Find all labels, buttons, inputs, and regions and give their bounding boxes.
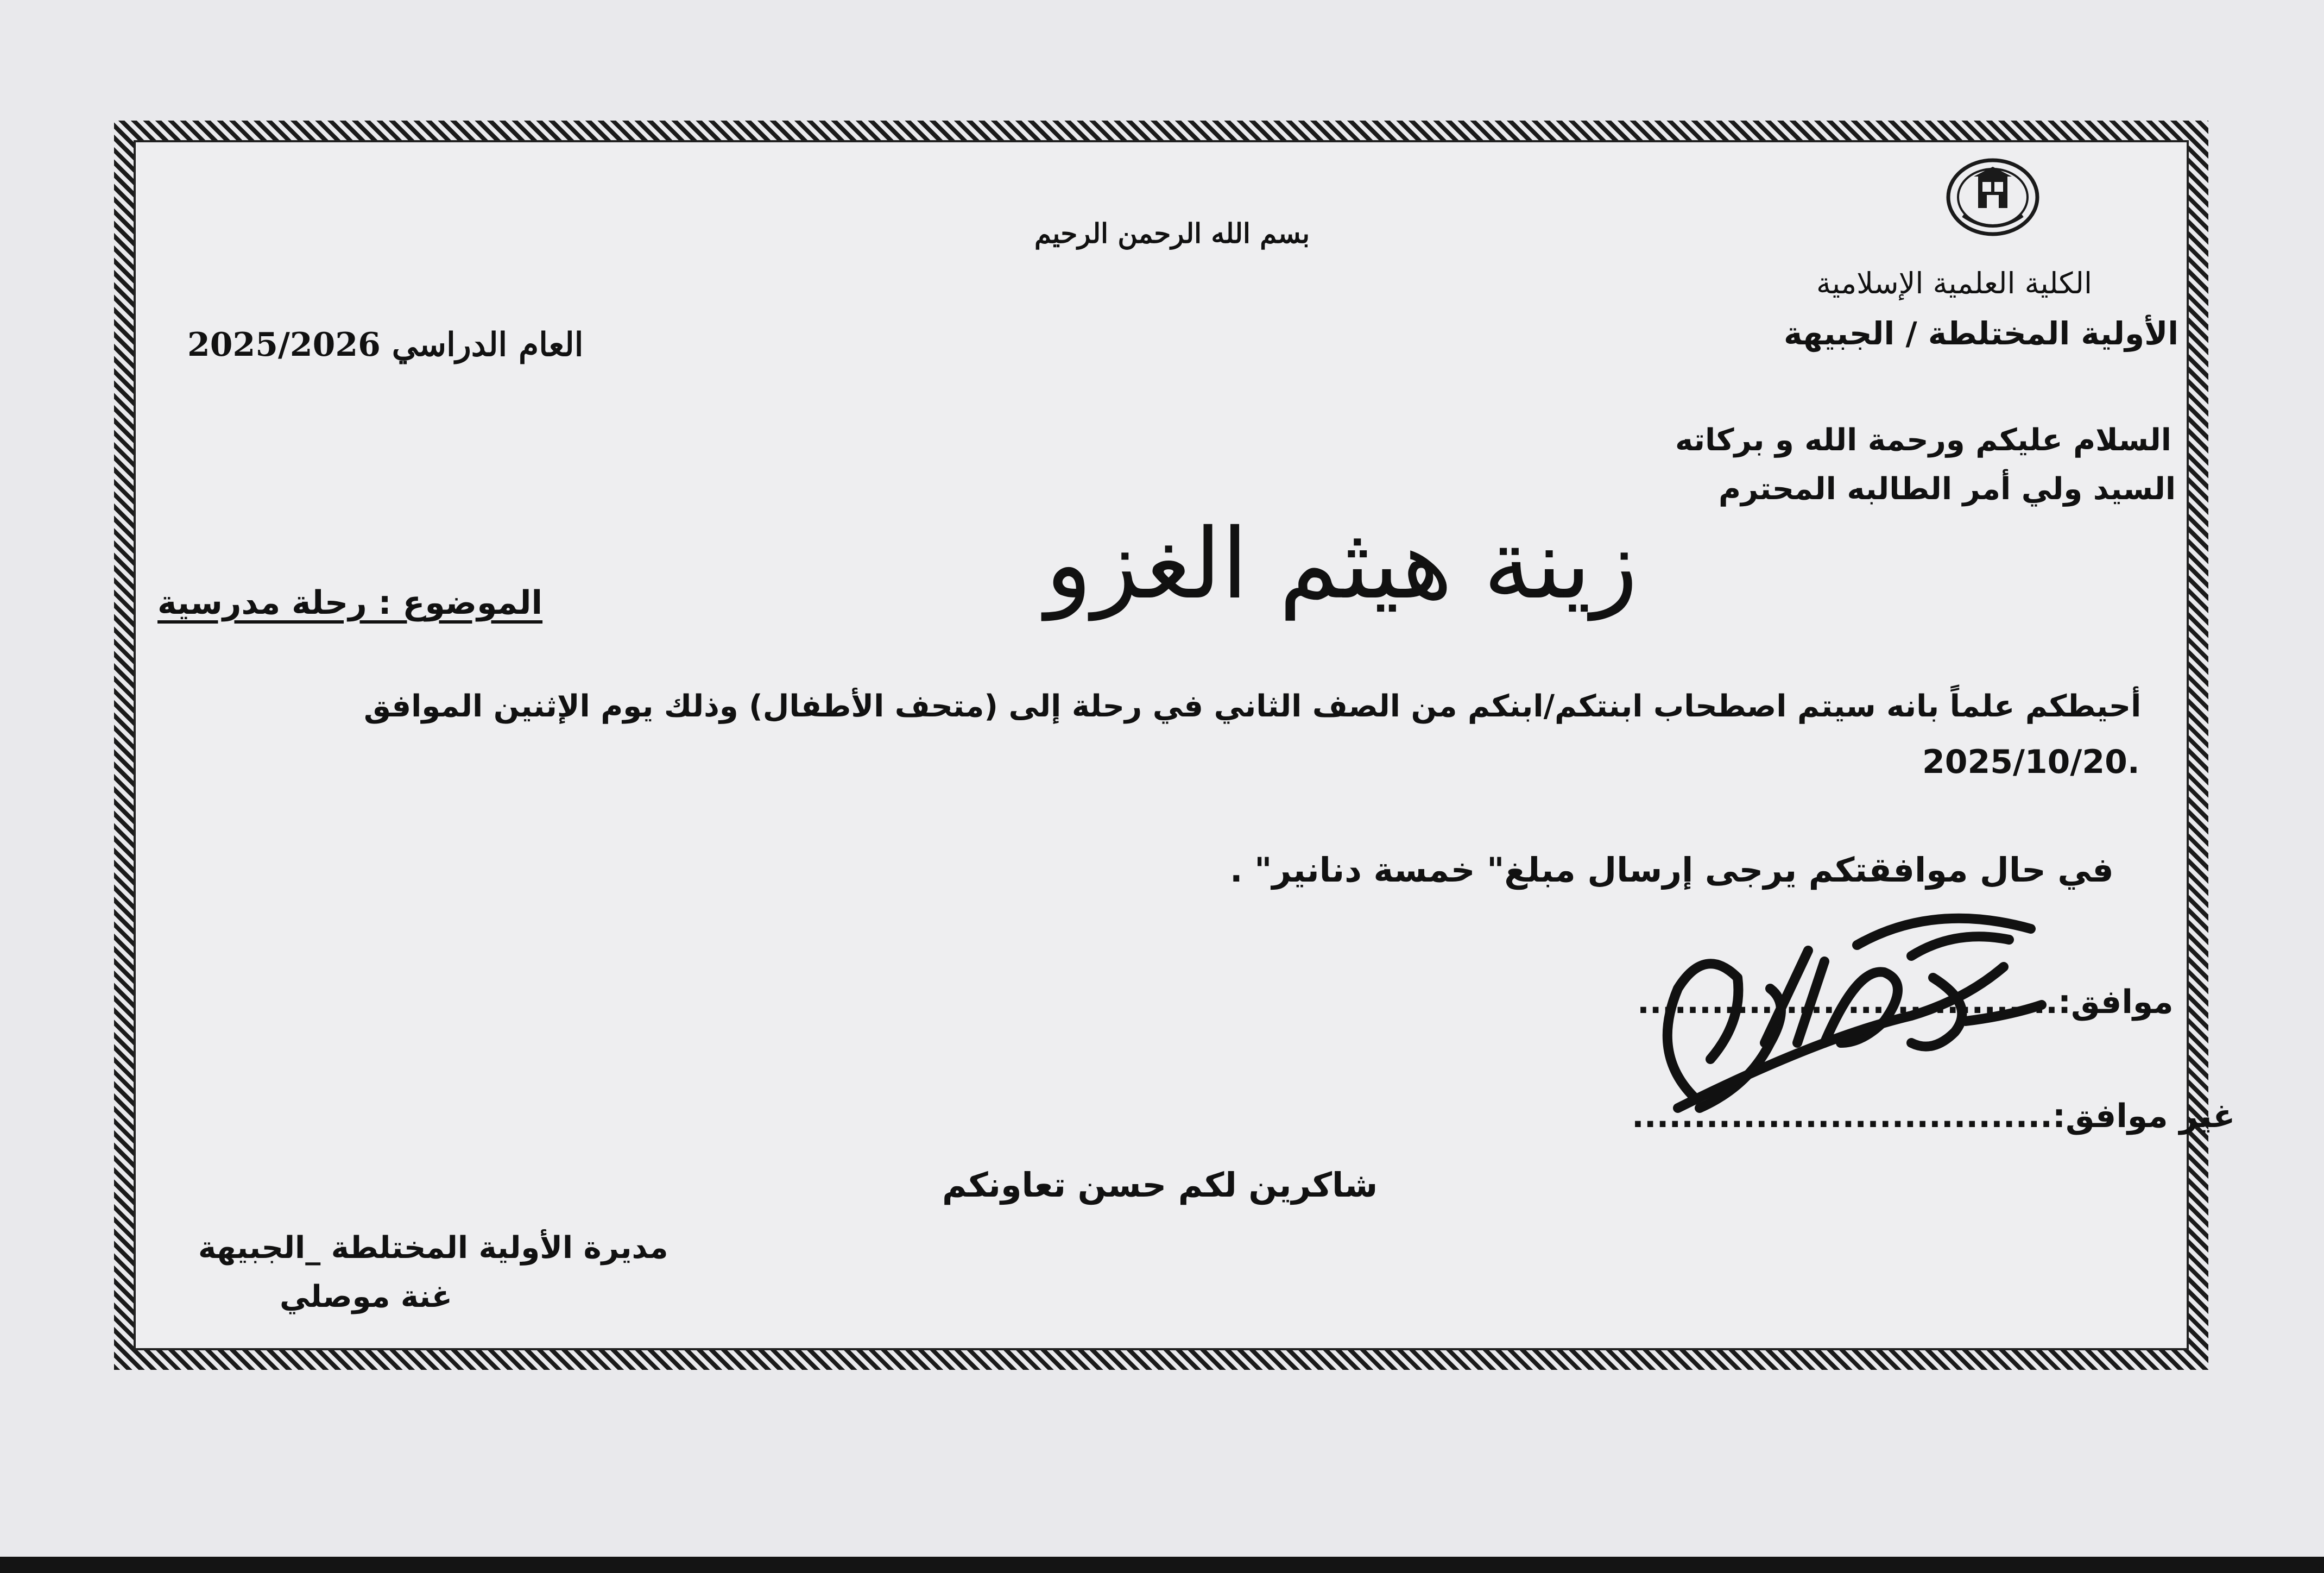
bottom-edge-band: [0, 1557, 2324, 1573]
school-seal-icon: [1941, 155, 2044, 242]
signatory-title: مديرة الأولية المختلطة _الجبيهة: [198, 1230, 668, 1266]
greeting-line2: السيد ولي أمر الطالبه المحترم: [1719, 471, 2176, 507]
body-paragraph-line1: أحيطكم علماً بانه سيتم اصطحاب ابنتكم/ابنكم من الصف الثاني في رحلة إلى (متحف الأطفال) وذلك يوم الإثنين الموافق: [364, 689, 2142, 724]
greeting-line1: السلام عليكم ورحمة الله و بركاته: [1675, 423, 2171, 458]
basmala: بسم الله الرحمن الرحيم: [1034, 217, 1310, 249]
school-name-line1: الكلية العلمية الإسلامية: [1816, 266, 2093, 300]
school-name-line2: الأولية المختلطة / الجبيهة: [1784, 315, 2179, 352]
fee-request-line: في حال موافقتكم يرجى إرسال مبلغ" خمسة دنانير" .: [1230, 850, 2114, 890]
subject-line: الموضوع : رحلة مدرسية: [157, 584, 543, 622]
disagree-option: غير موافق:..................................: [1632, 1097, 2235, 1135]
signatory-name: غنة موصلي: [280, 1279, 452, 1314]
academic-year: العام الدراسي 2025/2026: [187, 326, 584, 364]
student-name: زينة هيثم الغزو: [1045, 508, 1638, 620]
handwritten-signature: [1629, 880, 2063, 1135]
agree-option: موافق:..................................: [1637, 983, 2174, 1021]
body-paragraph-line2: 2025/10/20.: [1922, 743, 2140, 781]
closing-thanks: شاكرين لكم حسن تعاونكم: [942, 1165, 1378, 1205]
